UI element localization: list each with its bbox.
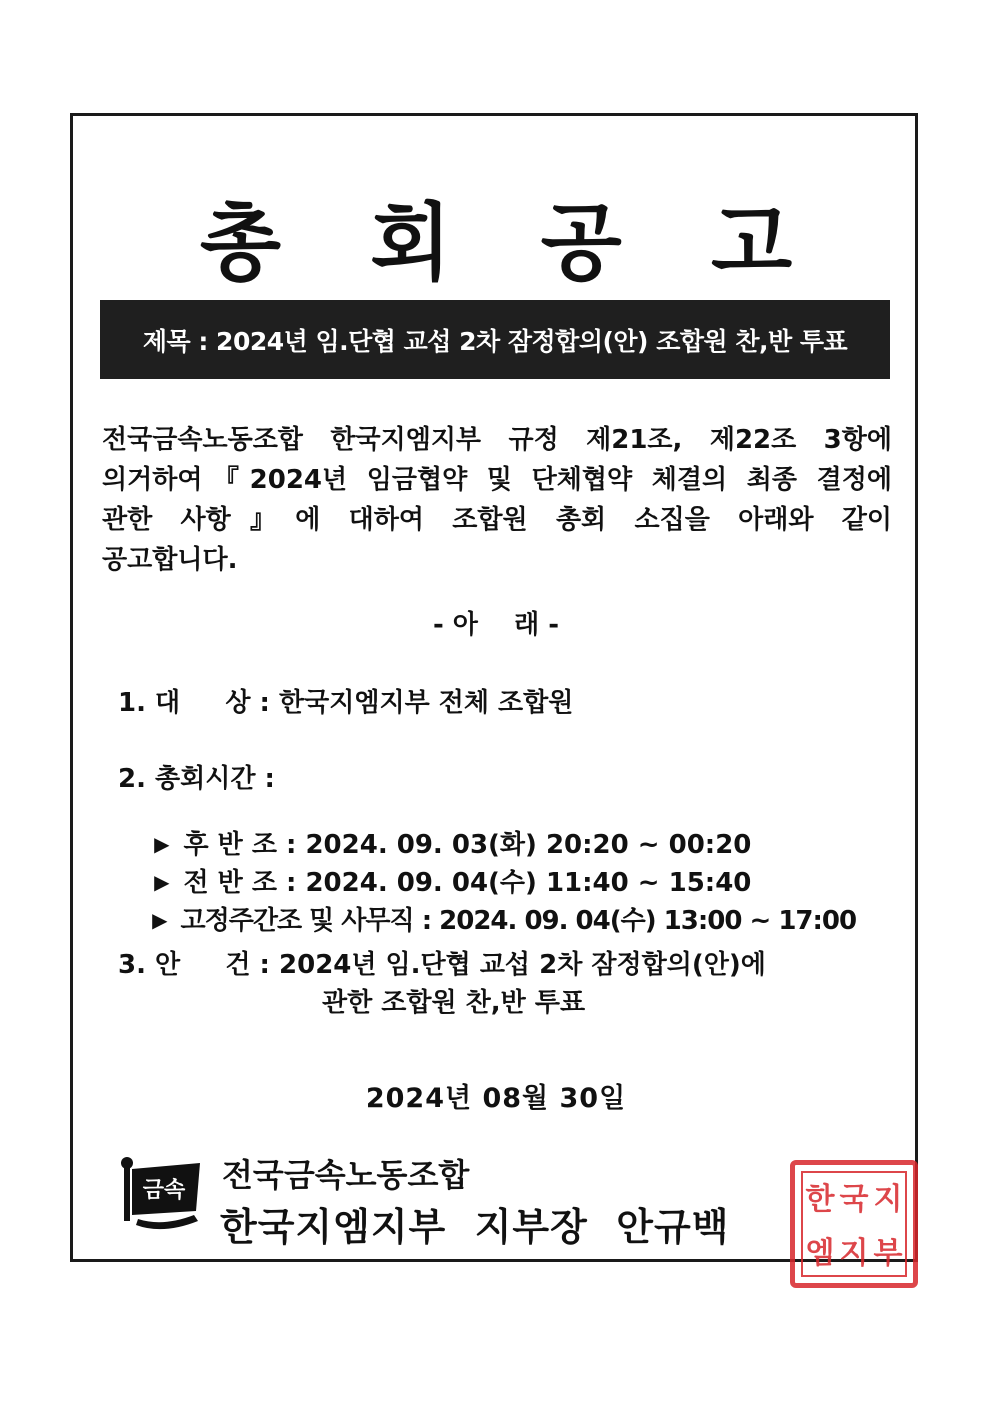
org-name-line-1: 전국금속노동조합 xyxy=(222,1156,470,1194)
item-agenda-line-1: 3. 안 건 : 2024년 임.단협 교섭 2차 잠정합의(안)에 xyxy=(118,950,766,980)
item-time-heading: 2. 총회시간 : xyxy=(118,764,275,794)
seal-char: 부 xyxy=(873,1236,903,1271)
intro-line-3: 관한 사항』에 대하여 조합원 총회 소집을 아래와 같이 xyxy=(102,505,892,535)
intro-paragraph xyxy=(102,420,902,580)
org-name-line-2: 한국지엠지부 지부장 안규백 xyxy=(220,1205,730,1249)
notice-date: 2024년 08월 30일 xyxy=(365,1083,627,1114)
intro-line-4: 공고합니다. xyxy=(102,545,238,575)
notice-title: 총 회 공 고 xyxy=(199,194,823,292)
intro-line-1: 전국금속노동조합 한국지엠지부 규정 제21조, 제22조 3항에 xyxy=(102,425,892,455)
arrow-icon: ▶ xyxy=(154,870,170,894)
seal-char: 한 xyxy=(805,1182,835,1217)
subject-text: 제목 : 2024년 임.단협 교섭 2차 잠정합의(안) 조합원 찬,반 투표 xyxy=(142,326,848,356)
time-row-text: 전 반 조 : 2024. 09. 04(수) 11:40 ~ 15:40 xyxy=(183,868,752,898)
below-heading: - 아 래 - xyxy=(432,610,560,640)
time-row-text: 후 반 조 : 2024. 09. 03(화) 20:20 ~ 00:20 xyxy=(183,830,752,860)
time-row-text: 고정주간조 및 사무직 : 2024. 09. 04(수) 13:00 ~ 17:00 xyxy=(180,906,857,936)
arrow-icon: ▶ xyxy=(154,832,170,856)
seal-char: 엠 xyxy=(805,1236,835,1271)
subject-bar xyxy=(100,300,890,379)
intro-line-2: 의거하여『2024년 임금협약 및 단체협약 체결의 최종 결정에 xyxy=(102,465,892,495)
seal-char: 국 xyxy=(839,1182,869,1217)
logo-text: 금속 xyxy=(142,1178,186,1203)
seal-char: 지 xyxy=(873,1182,903,1217)
item-agenda-line-2: 관한 조합원 찬,반 투표 xyxy=(322,988,586,1018)
union-logo xyxy=(118,1155,208,1235)
seal-char: 지 xyxy=(839,1236,869,1271)
item-target: 1. 대 상 : 한국지엠지부 전체 조합원 xyxy=(118,688,574,718)
official-seal xyxy=(790,1160,918,1288)
arrow-icon: ▶ xyxy=(152,908,167,932)
time-row-fixed-day-shift xyxy=(136,870,856,937)
